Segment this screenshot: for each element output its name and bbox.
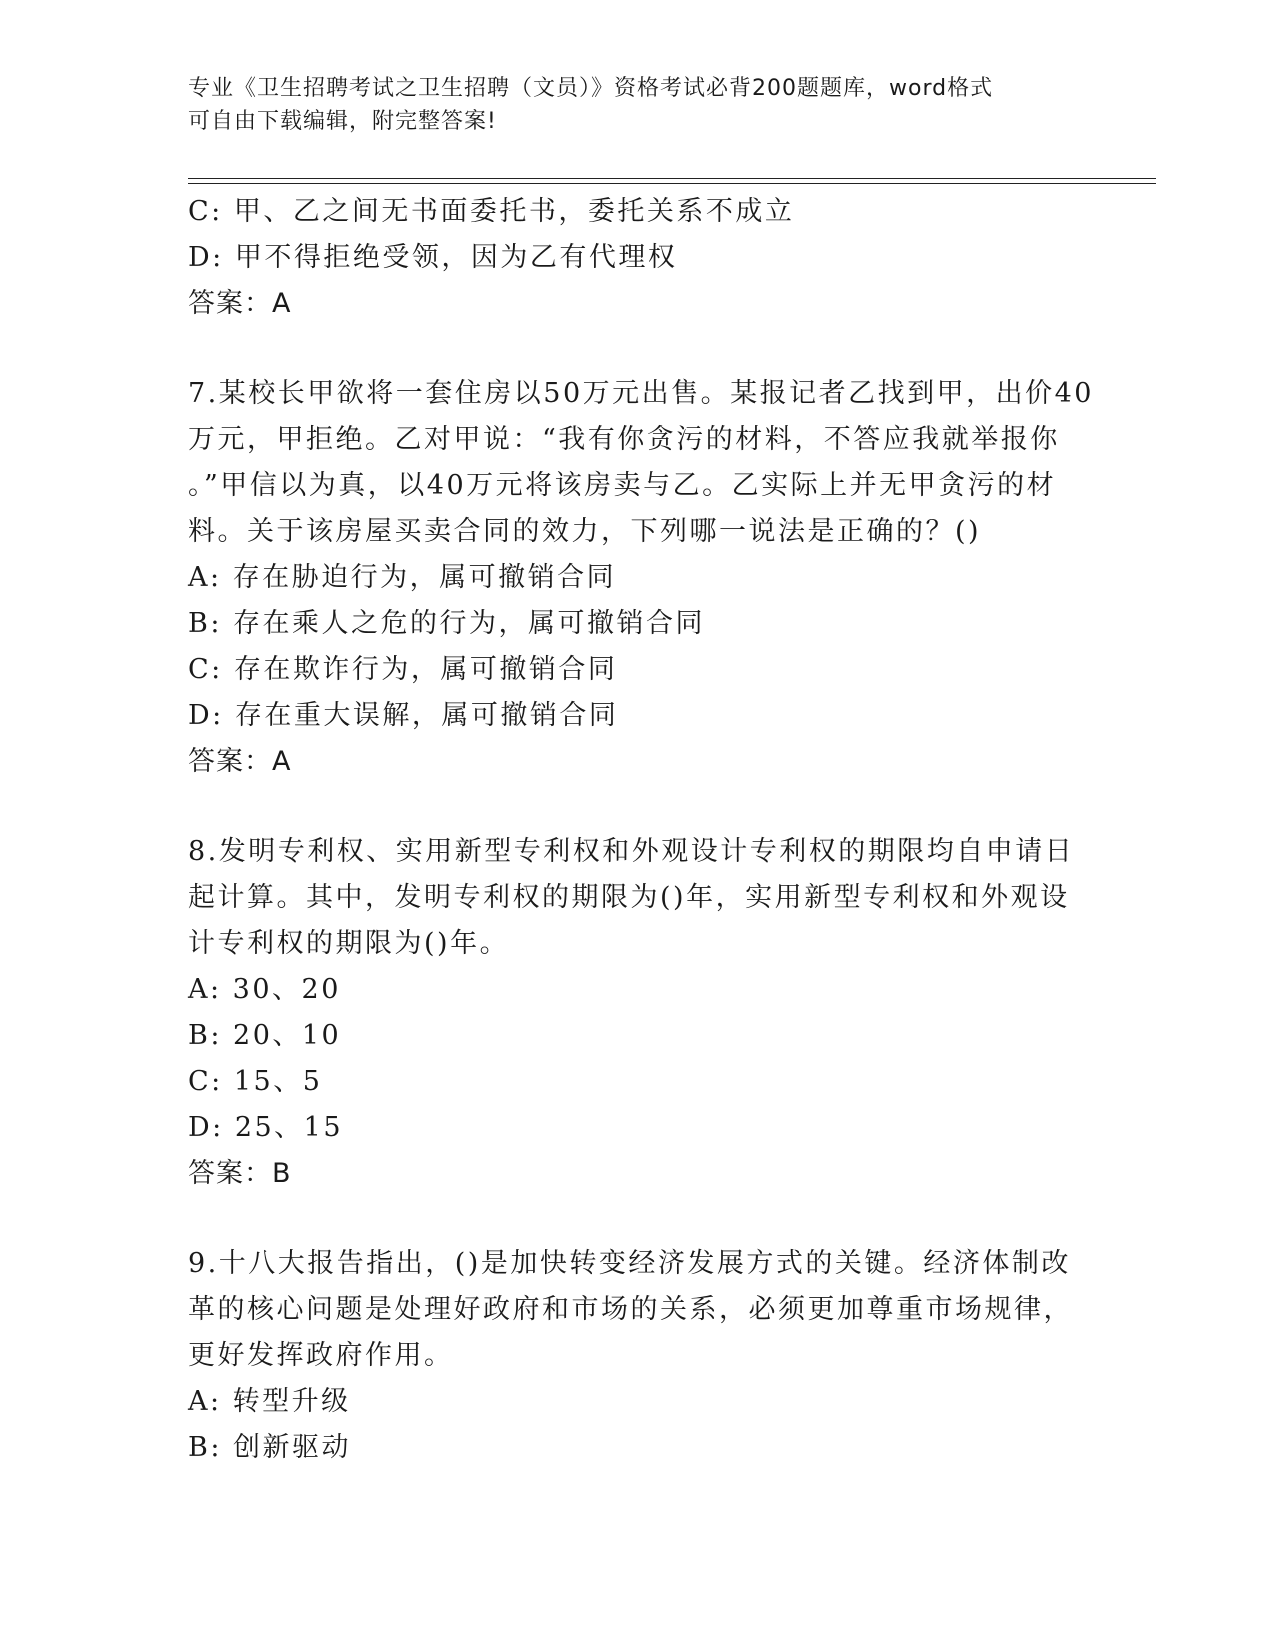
question-9 xyxy=(188,1241,1088,1471)
question-stem-line: 万元，甲拒绝。乙对甲说：“我有你贪污的材料，不答应我就举报你 xyxy=(188,424,1060,455)
option-d: D: 存在重大误解，属可撤销合同 xyxy=(188,700,619,731)
header-divider-bottom xyxy=(188,183,1156,184)
option-b: B: 存在乘人之危的行为，属可撤销合同 xyxy=(188,608,706,639)
option-d: D: 甲不得拒绝受领，因为乙有代理权 xyxy=(188,242,678,273)
answer-line: 答案：A xyxy=(188,288,292,319)
option-d: D: 25、15 xyxy=(188,1112,344,1143)
question-8 xyxy=(188,829,1088,1197)
option-c: C: 15、5 xyxy=(188,1066,323,1097)
question-stem-line: 起计算。其中，发明专利权的期限为()年，实用新型专利权和外观设 xyxy=(188,882,1070,913)
document-body xyxy=(188,189,1094,1471)
option-b: B: 20、10 xyxy=(188,1020,342,1051)
answer-line: 答案：B xyxy=(188,1158,292,1189)
option-c: C: 存在欺诈行为，属可撤销合同 xyxy=(188,654,618,685)
question-stem-line: 革的核心问题是处理好政府和市场的关系，必须更加尊重市场规律， xyxy=(188,1294,1073,1325)
answer-line: 答案：A xyxy=(188,746,292,777)
option-c: C: 甲、乙之间无书面委托书，委托关系不成立 xyxy=(188,196,795,227)
question-stem-line: 料。关于该房屋买卖合同的效力，下列哪一说法是正确的？() xyxy=(188,516,982,547)
option-a: A: 转型升级 xyxy=(188,1386,351,1417)
header-title-line-1: 专业《卫生招聘考试之卫生招聘（文员）》资格考试必背200题题库，word格式 xyxy=(188,76,994,101)
question-stem-line: 7.某校长甲欲将一套住房以50万元出售。某报记者乙找到甲，出价40 xyxy=(188,378,1094,409)
question-stem-line: 更好发挥政府作用。 xyxy=(188,1340,454,1371)
option-b: B: 创新驱动 xyxy=(188,1432,352,1463)
question-7 xyxy=(188,371,1094,785)
document-header xyxy=(188,72,1088,138)
header-divider-top xyxy=(188,178,1156,179)
previous-question-tail xyxy=(188,189,1088,327)
question-stem-line: 8.发明专利权、实用新型专利权和外观设计专利权的期限均自申请日 xyxy=(188,836,1075,867)
header-title-line-2: 可自由下载编辑，附完整答案! xyxy=(188,109,497,134)
question-stem-line: 。”甲信以为真，以40万元将该房卖与乙。乙实际上并无甲贪污的材 xyxy=(188,470,1057,501)
question-stem-line: 9.十八大报告指出，()是加快转变经济发展方式的关键。经济体制改 xyxy=(188,1248,1071,1279)
option-a: A: 30、20 xyxy=(188,974,341,1005)
option-a: A: 存在胁迫行为，属可撤销合同 xyxy=(188,562,617,593)
question-stem-line: 计专利权的期限为()年。 xyxy=(188,928,510,959)
